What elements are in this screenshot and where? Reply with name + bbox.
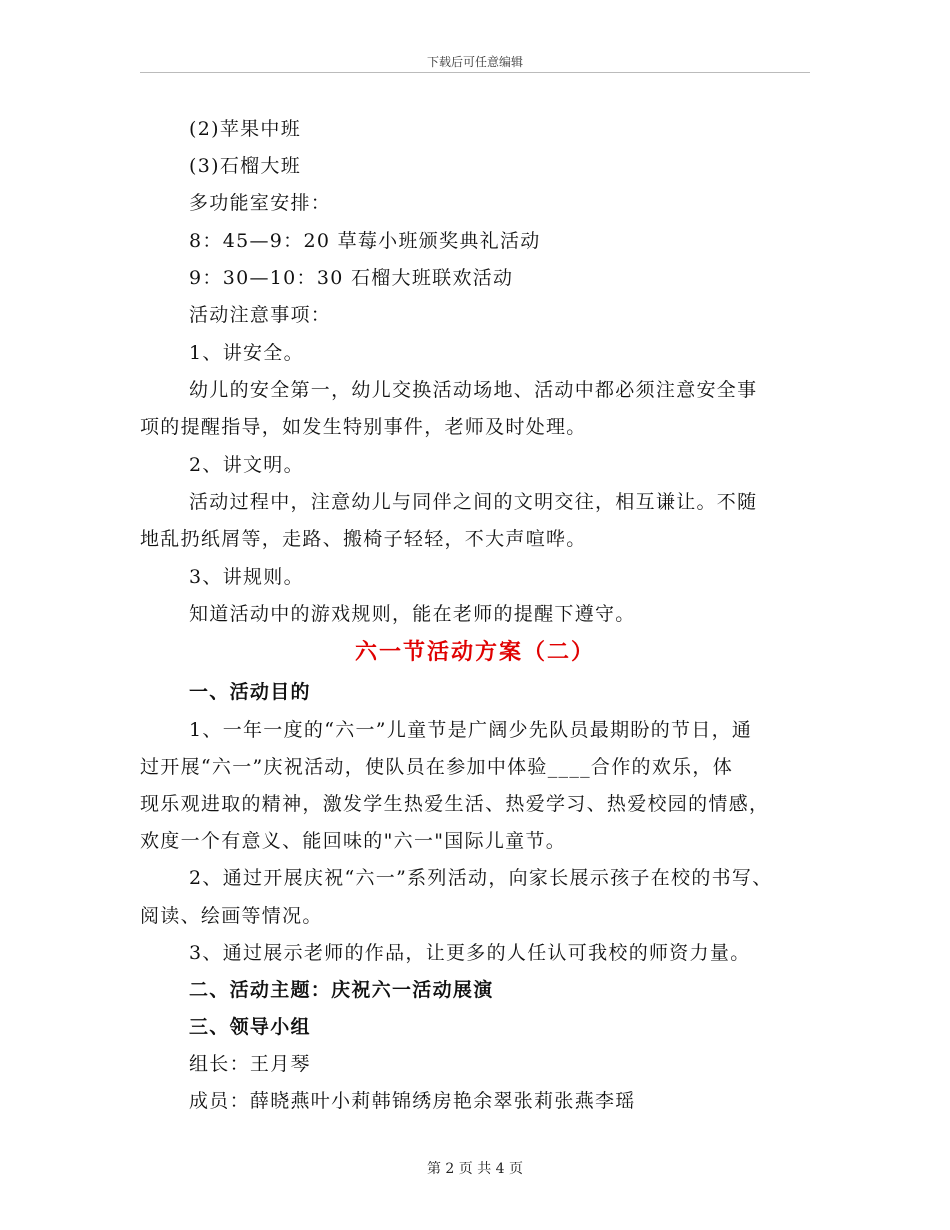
leader-line: 组长：王月琴 (189, 1053, 311, 1075)
paragraph-line: 现乐观进取的精神，激发学生热爱生活、热爱学习、热爱校园的情感， (140, 793, 770, 815)
note-rules-title: 3、讲规则。 (189, 566, 304, 588)
class-item-pomegranate: (3)石榴大班 (189, 155, 302, 177)
note-safety-title: 1、讲安全。 (189, 342, 304, 364)
paragraph-line: 地乱扔纸屑等，走路、搬椅子轻轻，不大声喧哗。 (140, 528, 587, 550)
paragraph-line: 项的提醒指导，如发生特别事件，老师及时处理。 (140, 416, 587, 438)
room-schedule-heading: 多功能室安排： (189, 192, 332, 214)
notes-heading: 活动注意事项： (189, 304, 332, 326)
heading-theme: 二、活动主题：庆祝六一活动展演 (189, 979, 494, 1001)
heading-purpose: 一、活动目的 (189, 681, 311, 703)
members-line: 成员：薛晓燕叶小莉韩锦绣房艳余翠张莉张燕李瑶 (189, 1090, 636, 1112)
section-title: 六一节活动方案（二） (354, 639, 595, 665)
page-header: 下载后可任意编辑 (426, 55, 523, 69)
paragraph-line: 欢度一个有意义、能回味的"六一"国际儿童节。 (140, 830, 567, 852)
header-divider (140, 72, 810, 73)
paragraph-line: 1、一年一度的“六一”儿童节是广阔少先队员最期盼的节日，通 (189, 719, 753, 741)
paragraph-line: 过开展“六一”庆祝活动，使队员在参加中体验____合作的欢乐，体 (140, 756, 734, 778)
paragraph-line: 阅读、绘画等情况。 (140, 905, 323, 927)
note-civility-title: 2、讲文明。 (189, 454, 304, 476)
class-item-apple: (2)苹果中班 (189, 118, 302, 140)
paragraph-line: 幼儿的安全第一，幼儿交换活动场地、活动中都必须注意安全事 (189, 379, 758, 401)
heading-leadership: 三、领导小组 (189, 1016, 311, 1038)
schedule-item-2: 9：30—10：30 石榴大班联欢活动 (189, 267, 514, 289)
paragraph-line: 知道活动中的游戏规则，能在老师的提醒下遵守。 (189, 603, 636, 625)
page-footer: 第 2 页 共 4 页 (426, 1161, 524, 1177)
paragraph-line: 2、通过开展庆祝“六一”系列活动，向家长展示孩子在校的书写、 (189, 867, 773, 889)
paragraph-line: 3、通过展示老师的作品，让更多的人任认可我校的师资力量。 (189, 942, 751, 964)
schedule-item-1: 8：45—9：20 草莓小班颁奖典礼活动 (189, 230, 541, 252)
paragraph-line: 活动过程中，注意幼儿与同伴之间的文明交往，相互谦让。不随 (189, 491, 758, 513)
